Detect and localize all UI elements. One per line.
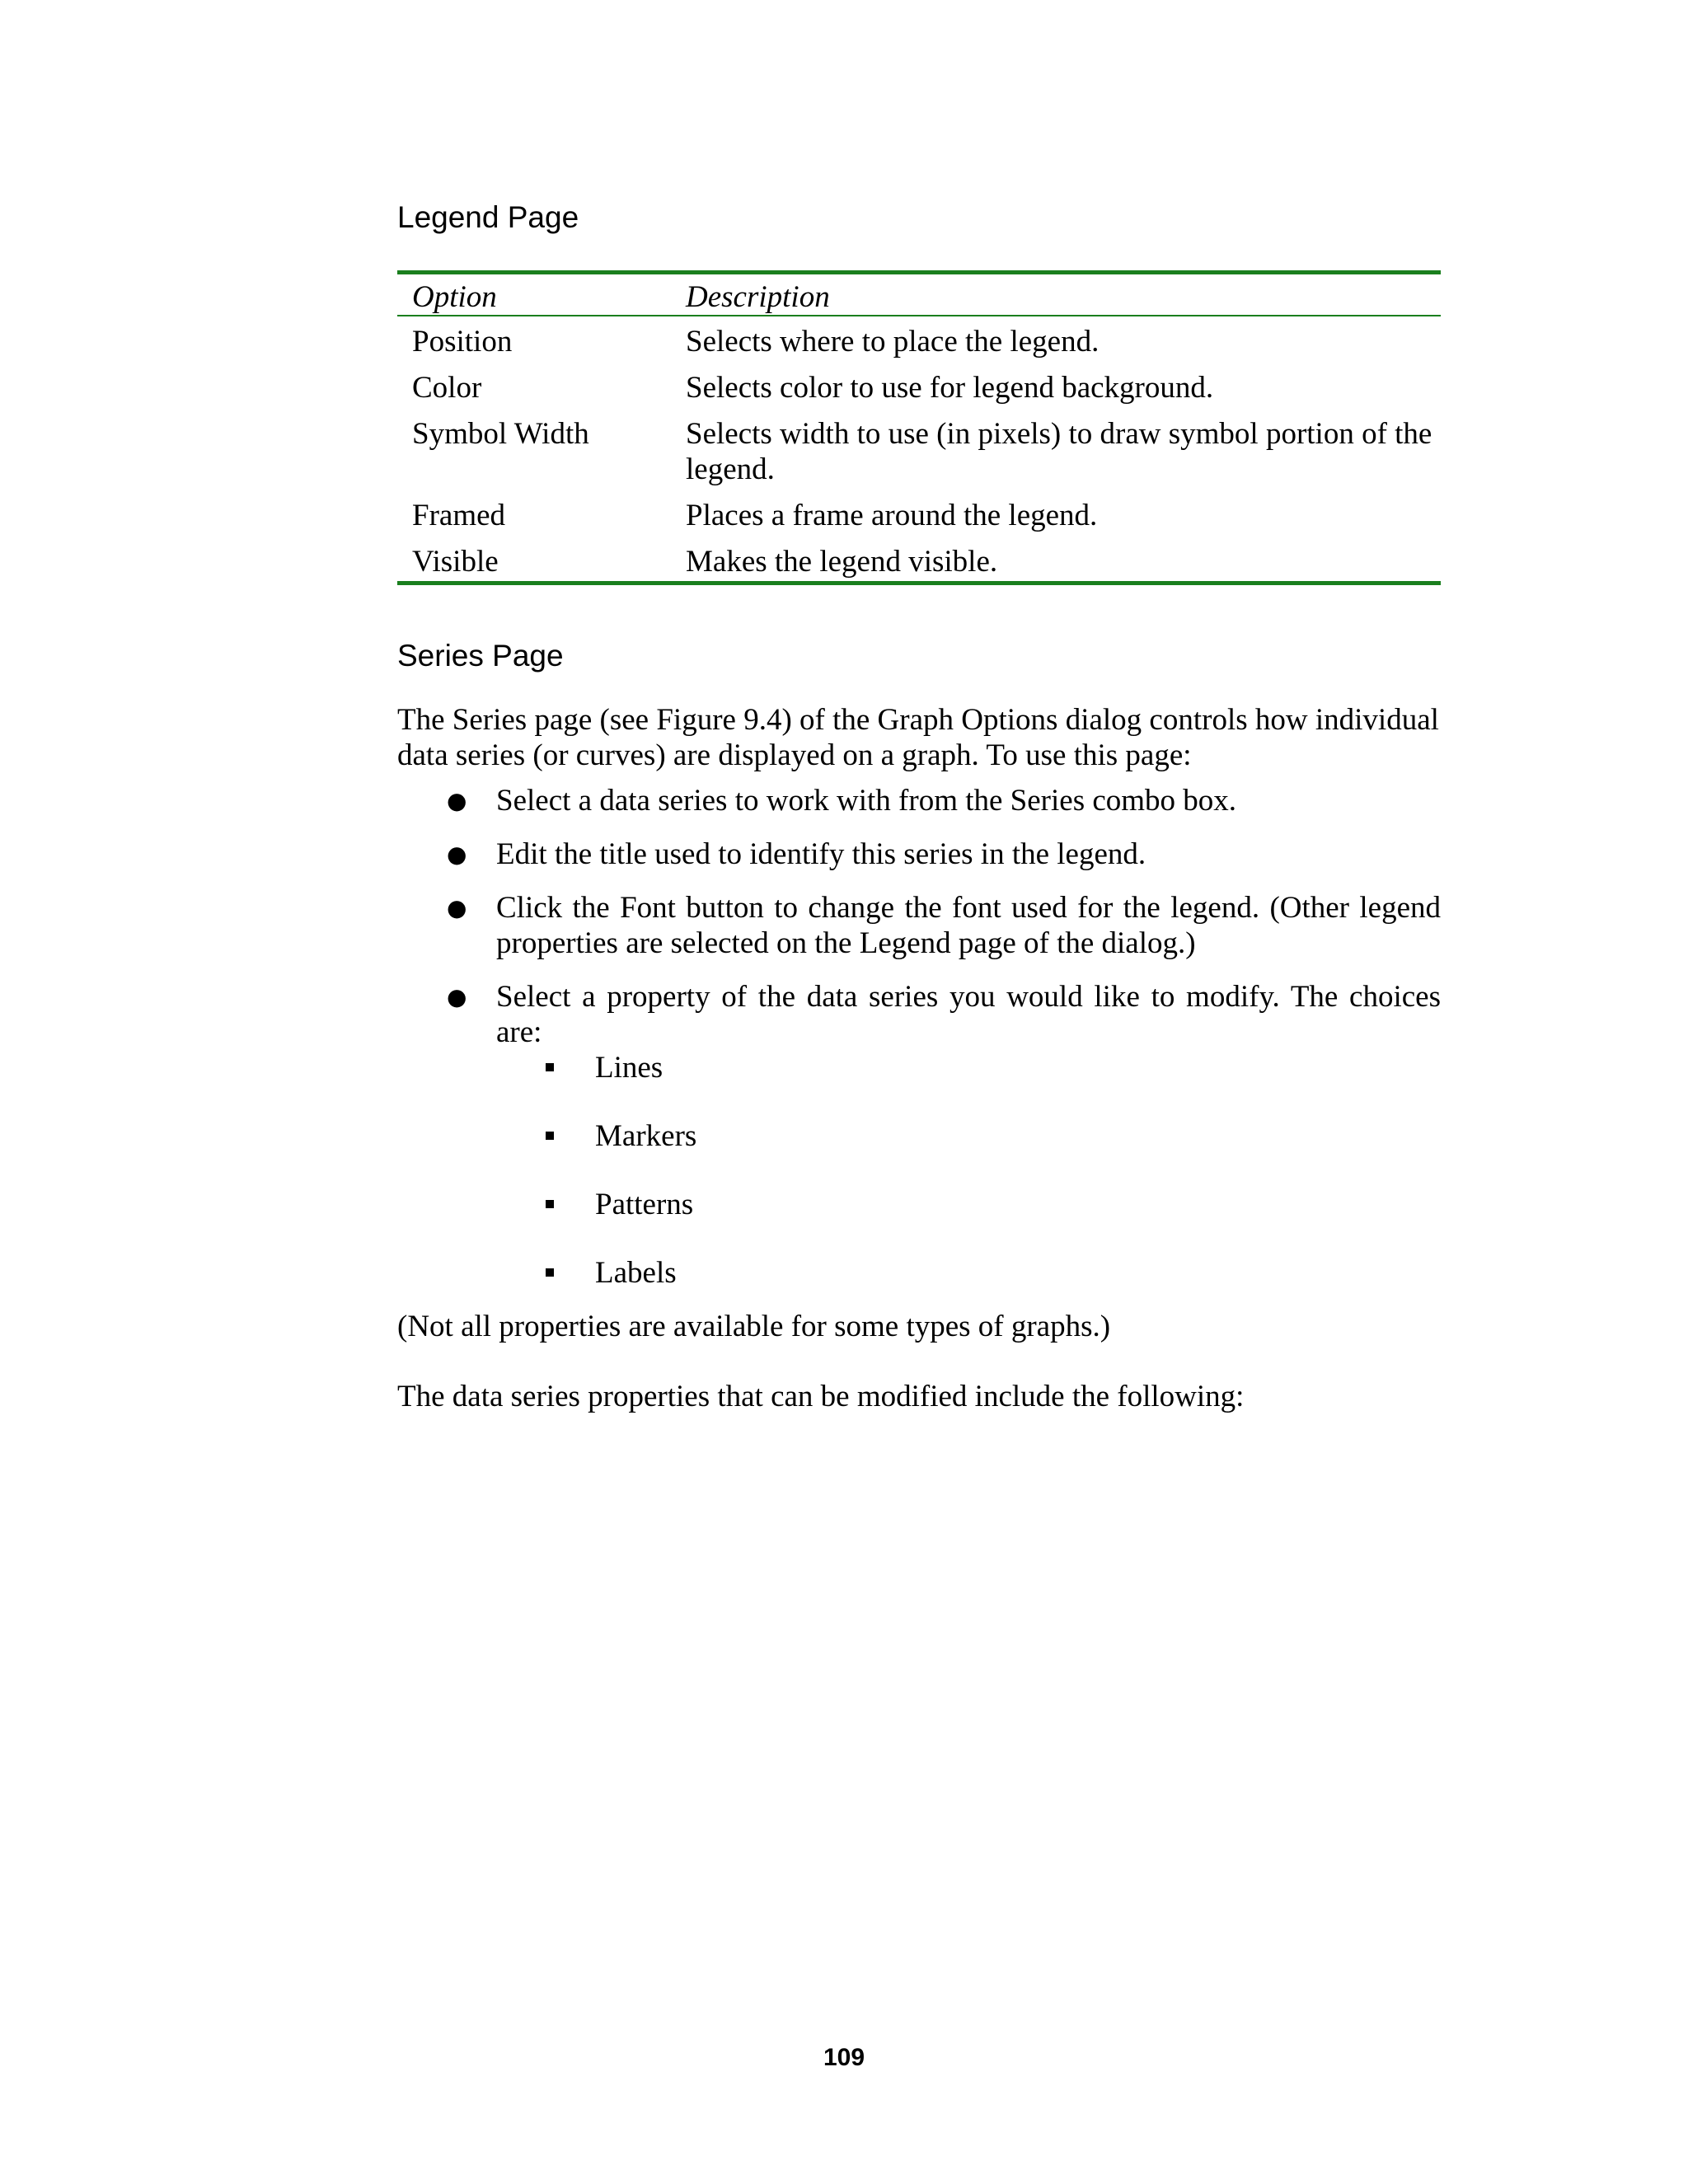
- description-cell: Selects where to place the legend.: [686, 325, 1100, 359]
- sub-list-item: [595, 1255, 1441, 1291]
- table-row: [397, 498, 1441, 544]
- series-intro-paragraph: The Series page (see Figure 9.4) of the Graph Options dialog controls how individual data series (or curves) are displayed on a graph. To use this page:: [397, 703, 1439, 772]
- property-choices-list: [496, 1050, 1441, 1291]
- sub-list-item-text: Patterns: [595, 1188, 694, 1221]
- sub-list-item-text: Labels: [595, 1256, 677, 1290]
- option-column-header: Option: [397, 273, 671, 316]
- table-header-row: [397, 273, 1441, 316]
- table-row: [397, 544, 1441, 583]
- sub-list-item-text: Markers: [595, 1119, 697, 1153]
- description-cell: Selects color to use for legend background.: [686, 371, 1214, 405]
- list-item-text: Select a property of the data series you would like to modify. The choices are:: [496, 980, 1441, 1049]
- description-cell: Places a frame around the legend.: [686, 499, 1098, 532]
- availability-note: (Not all properties are available for some types of graphs.): [397, 1310, 1111, 1343]
- bullet-icon: ●: [447, 983, 467, 1010]
- bullet-icon: ●: [447, 841, 467, 868]
- square-bullet-icon: [546, 1132, 554, 1140]
- bullet-icon: ●: [447, 894, 467, 921]
- sub-list-item: [595, 1187, 1441, 1222]
- option-cell: Visible: [412, 545, 499, 579]
- sub-list-item: [595, 1050, 1441, 1085]
- square-bullet-icon: [546, 1200, 554, 1208]
- list-item: [447, 837, 1441, 872]
- table-row: [397, 316, 1441, 370]
- option-cell: Symbol Width: [412, 417, 589, 451]
- legend-options-table: [397, 270, 1441, 585]
- legend-page-heading: Legend Page: [397, 200, 579, 234]
- list-item: [447, 783, 1441, 818]
- page-number: 109: [823, 2044, 865, 2071]
- option-cell: Color: [412, 371, 482, 405]
- page-content: [397, 196, 1441, 1414]
- description-column-header: Description: [671, 273, 1441, 316]
- sub-list-item-text: Lines: [595, 1051, 663, 1085]
- description-cell: Selects width to use (in pixels) to draw symbol portion of the legend.: [686, 417, 1432, 486]
- bullet-icon: ●: [447, 787, 467, 814]
- sub-list-item: [595, 1118, 1441, 1154]
- series-page-heading: Series Page: [397, 639, 564, 673]
- closing-paragraph: The data series properties that can be modified include the following:: [397, 1380, 1245, 1413]
- list-item: [447, 979, 1441, 1291]
- table-row: [397, 416, 1441, 498]
- list-item-text: Click the Font button to change the font used for the legend. (Other legend properties are selected on the Legend page of the dialog.): [496, 891, 1441, 960]
- list-item-text: Select a data series to work with from the Series combo box.: [496, 784, 1237, 818]
- list-item: [447, 890, 1441, 961]
- square-bullet-icon: [546, 1063, 554, 1071]
- list-item-text: Edit the title used to identify this series in the legend.: [496, 837, 1146, 871]
- series-steps-list: [397, 783, 1441, 1291]
- option-cell: Position: [412, 325, 513, 359]
- option-cell: Framed: [412, 499, 506, 532]
- table-row: [397, 370, 1441, 416]
- description-cell: Makes the legend visible.: [686, 545, 998, 579]
- square-bullet-icon: [546, 1268, 554, 1277]
